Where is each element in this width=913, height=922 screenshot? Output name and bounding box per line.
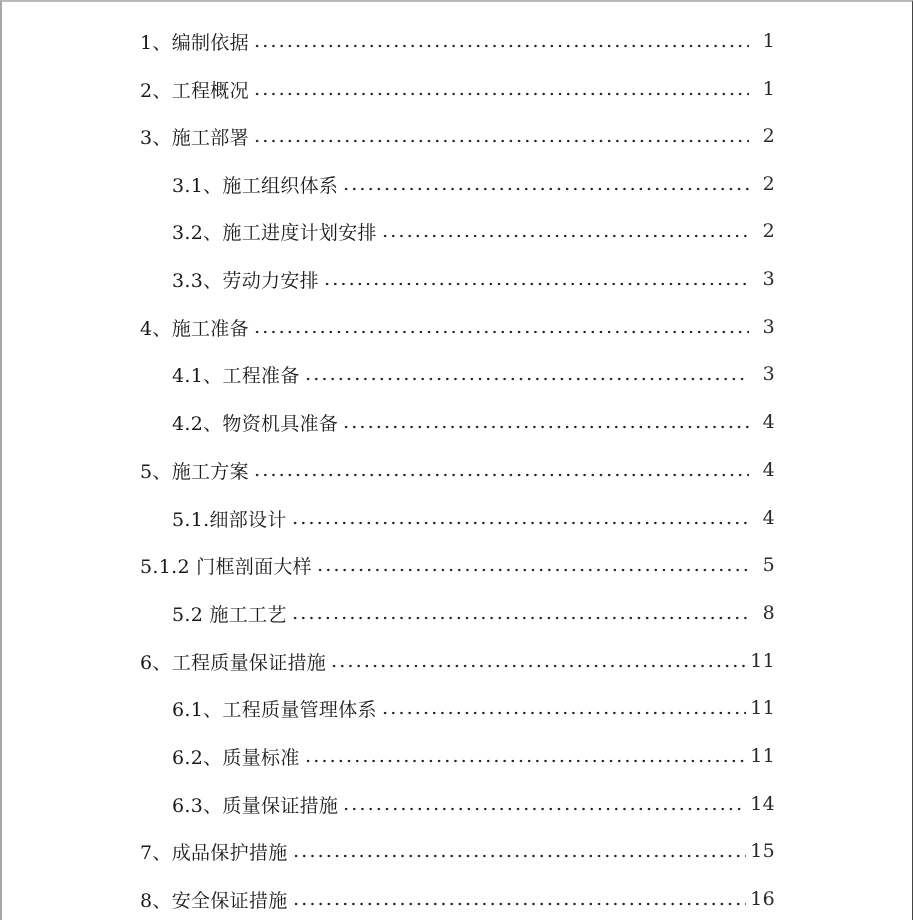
toc-entry-title: 3.3、劳动力安排 [172,269,319,292]
toc-entry-title: 5.1.细部设计 [172,508,287,531]
toc-entry-page: 11 [750,697,775,719]
toc-entry-page: 14 [750,793,775,815]
toc-entry[interactable] [172,599,775,627]
toc-entry-page: 11 [750,745,775,767]
toc-entry[interactable] [172,217,775,245]
toc-entry-page: 15 [750,840,775,862]
toc-entry-page: 8 [762,602,775,624]
toc-entry-page: 2 [762,173,775,195]
toc-entry[interactable] [172,408,775,436]
toc-entry-title: 5、施工方案 [140,460,249,483]
dot-leader [323,282,749,286]
toc-entry[interactable] [172,742,775,770]
toc-entry-page: 3 [762,268,775,290]
toc-entry[interactable] [172,170,775,198]
toc-entry-title: 3.1、施工组织体系 [172,174,339,197]
toc-entry-page: 1 [762,30,775,52]
dot-leader [342,807,746,811]
toc-entry[interactable] [140,456,775,484]
toc-entry-title: 6、工程质量保证措施 [140,651,327,674]
dot-leader [291,616,749,620]
toc-entry[interactable] [140,885,775,913]
dot-leader [342,425,749,429]
dot-leader [291,521,749,525]
dot-leader [304,759,747,763]
dot-leader [253,139,749,143]
toc-entry[interactable] [140,27,775,55]
toc-entry-title: 4、施工准备 [140,317,249,340]
toc-entry-title: 1、编制依据 [140,31,249,54]
toc-entry[interactable] [172,360,775,388]
toc-entry-page: 3 [762,316,775,338]
toc-entry-title: 6.1、工程质量管理体系 [172,698,377,721]
dot-leader [292,902,747,906]
toc-entry-page: 4 [762,459,775,481]
toc-entry-title: 6.2、质量标准 [172,746,300,769]
dot-leader [253,473,749,477]
toc-entry-page: 16 [750,888,775,910]
toc-entry[interactable] [140,551,775,579]
toc-entry[interactable] [172,790,775,818]
toc-entry[interactable] [140,837,775,865]
toc-entry-title: 5.1.2 门框剖面大样 [140,555,312,578]
toc-entry[interactable] [140,75,775,103]
dot-leader [381,234,749,238]
toc-entry-title: 5.2 施工工艺 [172,603,287,626]
dot-leader [316,568,749,572]
toc-entry-page: 4 [762,411,775,433]
dot-leader [342,187,749,191]
dot-leader [253,44,749,48]
toc-entry-page: 1 [762,78,775,100]
toc-entry-page: 2 [762,220,775,242]
toc-entry-title: 4.2、物资机具准备 [172,412,339,435]
dot-leader [253,92,749,96]
table-of-contents [2,2,913,922]
dot-leader [292,854,747,858]
toc-entry-page: 4 [762,507,775,529]
dot-leader [381,711,746,715]
toc-entry-page: 3 [762,363,775,385]
toc-entry-title: 3、施工部署 [140,126,249,149]
dot-leader [304,377,749,381]
toc-entry-page: 2 [762,125,775,147]
toc-entry-title: 6.3、质量保证措施 [172,794,339,817]
toc-entry[interactable] [140,313,775,341]
toc-entry[interactable] [140,647,775,675]
dot-leader [330,664,746,668]
toc-entry-page: 5 [762,554,775,576]
toc-entry[interactable] [172,504,775,532]
toc-entry-title: 8、安全保证措施 [140,889,288,912]
toc-entry-page: 11 [750,650,775,672]
toc-entry[interactable] [140,122,775,150]
toc-entry-title: 2、工程概况 [140,79,249,102]
toc-entry-title: 7、成品保护措施 [140,841,288,864]
toc-entry-title: 4.1、工程准备 [172,364,300,387]
toc-entry-title: 3.2、施工进度计划安排 [172,221,377,244]
toc-entry[interactable] [172,694,775,722]
dot-leader [253,330,749,334]
toc-entry[interactable] [172,265,775,293]
